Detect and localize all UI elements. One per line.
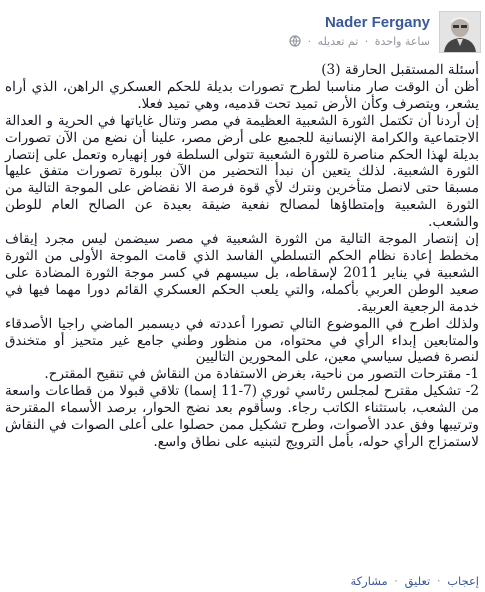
avatar-photo-icon	[440, 12, 480, 52]
share-link[interactable]: مشاركة	[350, 574, 388, 588]
meta-separator: ·	[307, 35, 312, 48]
post-meta	[287, 35, 430, 48]
meta-separator: ·	[364, 35, 369, 48]
post-paragraph: إن إنتصار الموجة التالية من الثورة الشعبية في مصر سيضمن ليس مجرد إيقاف مخطط إعادة نظام الحكم التسلطي الفاسد الذي قامت الموجة الأولى من الثورة الشعبية في يناير 2011 لإسقاطه، بل سيسهم في كسر موجة الثورة المضادة على صعيد الوطن العربي بأكمله، والتي يلعب الحكم العسكري القائم دورا مهما فيها في خدمة الرجعية العربية.	[5, 231, 479, 315]
post-body	[5, 62, 479, 451]
globe-icon[interactable]	[289, 35, 301, 47]
post-paragraph: أظن أن الوقت صار مناسبا لطرح تصورات بديلة للحكم العسكري الراهن، الذي أراه يشعر، ويتصرف وكأن الأرض تميد تحت قدميه، وهي تميد فعلا.	[5, 78, 479, 112]
post-title-line: أسئلة المستقبل الحارقة (3)	[321, 62, 479, 78]
post-paragraph: ولذلك اطرح في االموضوع التالي تصورا أعددته في ديسمبر الماضي راجيا الأصدقاء والمتابعين إبداء الرأي في محتواه، من منظور وطني جامع غير متحيز أو متخندق لنصرة فصيل سياسي معين، على المحورين التاليين	[5, 315, 479, 366]
action-separator: ·	[436, 574, 441, 588]
comment-link[interactable]: تعليق	[404, 574, 431, 588]
post-actions	[351, 574, 480, 588]
post-list-item: 1- مقترحات التصور من ناحية، بغرض الاستفادة من النقاش في تنقيح المقترح.	[44, 366, 479, 383]
author-name[interactable]: Nader Fergany	[324, 14, 430, 31]
post-list-item: 2- تشكيل مقترح لمجلس رئاسي ثوري (7-11 إسما) تلاقي قبولا من قطاعات واسعة من الشعب، باستثناء الكاتب رجاء. وسأقوم بعد نضج الحوار، برصد الأسماء المقترحة وترتيبها وفق عدد الأصوات، وطرح تشكيل ممن حصلوا على أعلى الصوات في النقاش لاستمزاج الرأي حوله، بأمل الترويج لتبنيه على نطاق واسع.	[5, 383, 480, 450]
edited-label[interactable]: تم تعديله	[317, 35, 359, 48]
author-avatar[interactable]	[439, 11, 481, 53]
post-timestamp[interactable]: ساعة واحدة	[374, 35, 430, 48]
action-separator: ·	[394, 574, 398, 588]
post-paragraph: إن أردنا أن تكتمل الثورة الشعبية العظيمة في مصر وتنال غاياتها في الحرية و العدالة الاجتماعية والكرامة الإنسانية للجميع على أرض مصر، علينا أن نضع من الآن تصورات بديلة لهذا الحكم مناصرة للثورة الشعبية تتولى السلطة فور إنهياره وتعمل على إنتصار الثورة الشعبية. لذلك يتعين أن نبدأ التحضير من الآن ببلورة تصورات متفق عليها مسبقا حتى لانصل متأخرين ونترك لأي قوة فرصة الا نقضاض على الموجة التالية من الثورة الشعبية وإمتطاؤها لمصالح نفعية ضيقة بعيدة عن الصالح العام للوطن والشعب.	[5, 112, 479, 231]
like-link[interactable]: إعجاب	[447, 574, 479, 588]
